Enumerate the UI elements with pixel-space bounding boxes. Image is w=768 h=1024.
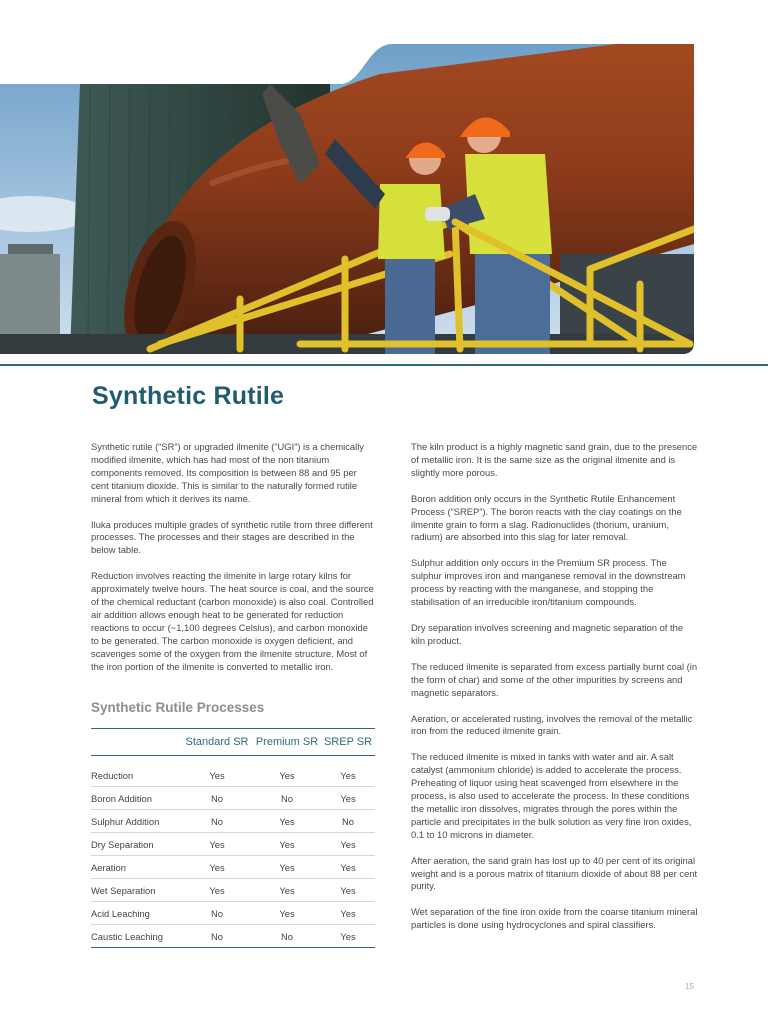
cell-value: No — [321, 810, 375, 833]
cell-value: Yes — [321, 925, 375, 948]
hero-photo-kiln-workers — [0, 44, 694, 354]
cell-value: Yes — [181, 879, 253, 902]
cell-value: Yes — [181, 856, 253, 879]
table-header-row — [91, 729, 375, 756]
cell-value: Yes — [321, 856, 375, 879]
cell-value: Yes — [253, 856, 321, 879]
cell-value: No — [181, 787, 253, 810]
cell-value: Yes — [181, 833, 253, 856]
table-row — [91, 833, 375, 856]
intro-paragraph: Synthetic rutile (“SR”) or upgraded ilmenite (“UGI”) is a chemically modified ilmenite, which has had most of the non titanium components removed. Its composition is between 88 and 95 per cent titanium dioxide. This is similar to the naturally formed rutile mineral from which it derives its name. — [91, 441, 364, 504]
kiln-illustration — [0, 44, 694, 354]
column-header-standard: Standard SR — [181, 729, 253, 756]
table-row — [91, 810, 375, 833]
kiln-product-paragraph: The kiln product is a highly magnetic sand grain, due to the presence of metallic iron. It is the same size as the original ilmenite and is slightly more porous. — [411, 441, 698, 478]
column-header-srep: SREP SR — [321, 729, 375, 756]
table-row — [91, 756, 375, 787]
page-title: Synthetic Rutile — [92, 382, 285, 410]
processes-table — [91, 728, 375, 948]
aeration-paragraph: Aeration, or accelerated rusting, involves the removal of the metallic iron from the reduced ilmenite grain. — [411, 712, 693, 737]
boron-paragraph: Boron addition only occurs in the Synthetic Rutile Enhancement Process (“SREP”). The boron reacts with the clay coatings on the ilmenite grain to form a slag. Radionuclides (thorium, uranium, radium) are absorbed into this slag for later removal. — [411, 492, 682, 543]
row-label: Dry Separation — [91, 833, 181, 856]
row-label: Boron Addition — [91, 787, 181, 810]
cell-value: Yes — [321, 833, 375, 856]
table-row — [91, 856, 375, 879]
cell-value: Yes — [321, 879, 375, 902]
cell-value: Yes — [321, 756, 375, 787]
aeration-process-paragraph: The reduced ilmenite is mixed in tanks with water and air. A salt catalyst (ammonium chloride) is added to accelerate the process. Preheating of liquor using heat scavenged from elsewhere in the process, is also used to accelerate the process. In these conditions the metallic iron dissolves, migrates through the pores within the particle and precipitates in the bulk solution as very fine iron oxides, 0.1 to 10 microns in diameter. — [411, 751, 692, 840]
after-aeration-paragraph: After aeration, the sand grain has lost up to 40 per cent of its original weight and is a porous matrix of titanium dioxide of about 88 per cent purity. — [411, 854, 698, 892]
table-row — [91, 925, 375, 948]
row-label: Sulphur Addition — [91, 810, 181, 833]
char-separation-paragraph: The reduced ilmenite is separated from excess partially burnt coal (in the form of char) and some of the other impurities by screens and magnetic separators. — [411, 660, 698, 698]
row-label: Wet Separation — [91, 879, 181, 902]
table-title: Synthetic Rutile Processes — [91, 700, 265, 715]
column-header-premium: Premium SR — [253, 729, 321, 756]
header-rule — [0, 364, 768, 366]
cell-value: Yes — [321, 787, 375, 810]
cell-value: Yes — [253, 756, 321, 787]
cell-value: Yes — [321, 902, 375, 925]
table-row — [91, 879, 375, 902]
cell-value: No — [253, 787, 321, 810]
left-column — [91, 441, 375, 674]
grades-paragraph: Iluka produces multiple grades of synthetic rutile from three different processes. The processes and their stages are described in the below table. — [91, 518, 373, 556]
cell-value: Yes — [181, 756, 253, 787]
cell-value: Yes — [253, 902, 321, 925]
cell-value: No — [253, 925, 321, 948]
cell-value: No — [181, 925, 253, 948]
dry-separation-paragraph: Dry separation involves screening and magnetic separation of the kiln product. — [411, 621, 684, 646]
page-number: 15 — [685, 982, 694, 991]
sulphur-paragraph: Sulphur addition only occurs in the Premium SR process. The sulphur improves iron and manganese removal in the downstream process by reacting with the manganese, and stopping the stabilisation of an irreducible iron/titanium compounds. — [411, 557, 686, 608]
row-label: Caustic Leaching — [91, 925, 181, 948]
cell-value: No — [181, 810, 253, 833]
table-header-blank — [91, 729, 181, 756]
cell-value: Yes — [253, 879, 321, 902]
wet-separation-paragraph: Wet separation of the fine iron oxide from the coarse titanium mineral particles is done using hydrocyclones and spiral classifiers. — [411, 906, 698, 931]
cell-value: No — [181, 902, 253, 925]
reduction-paragraph: Reduction involves reacting the ilmenite in large rotary kilns for approximately twelve hours. The heat source is coal, and the source of the chemical reductant (carbon monoxide) is also coal. Controlled air addition allows enough heat to be generated for reduction reactions to occur (~1,100 degrees Celsius), and carbon monoxide to be generated. The carbon monoxide is oxygen deficient, and scavenges some of the oxygen from the ilmenite structure. Most of the iron portion of the ilmenite is converted to metallic iron. — [91, 570, 374, 672]
cell-value: Yes — [253, 810, 321, 833]
cell-value: Yes — [253, 833, 321, 856]
right-column — [411, 441, 699, 932]
row-label: Acid Leaching — [91, 902, 181, 925]
table-row — [91, 787, 375, 810]
table-row — [91, 902, 375, 925]
row-label: Aeration — [91, 856, 181, 879]
row-label: Reduction — [91, 756, 181, 787]
